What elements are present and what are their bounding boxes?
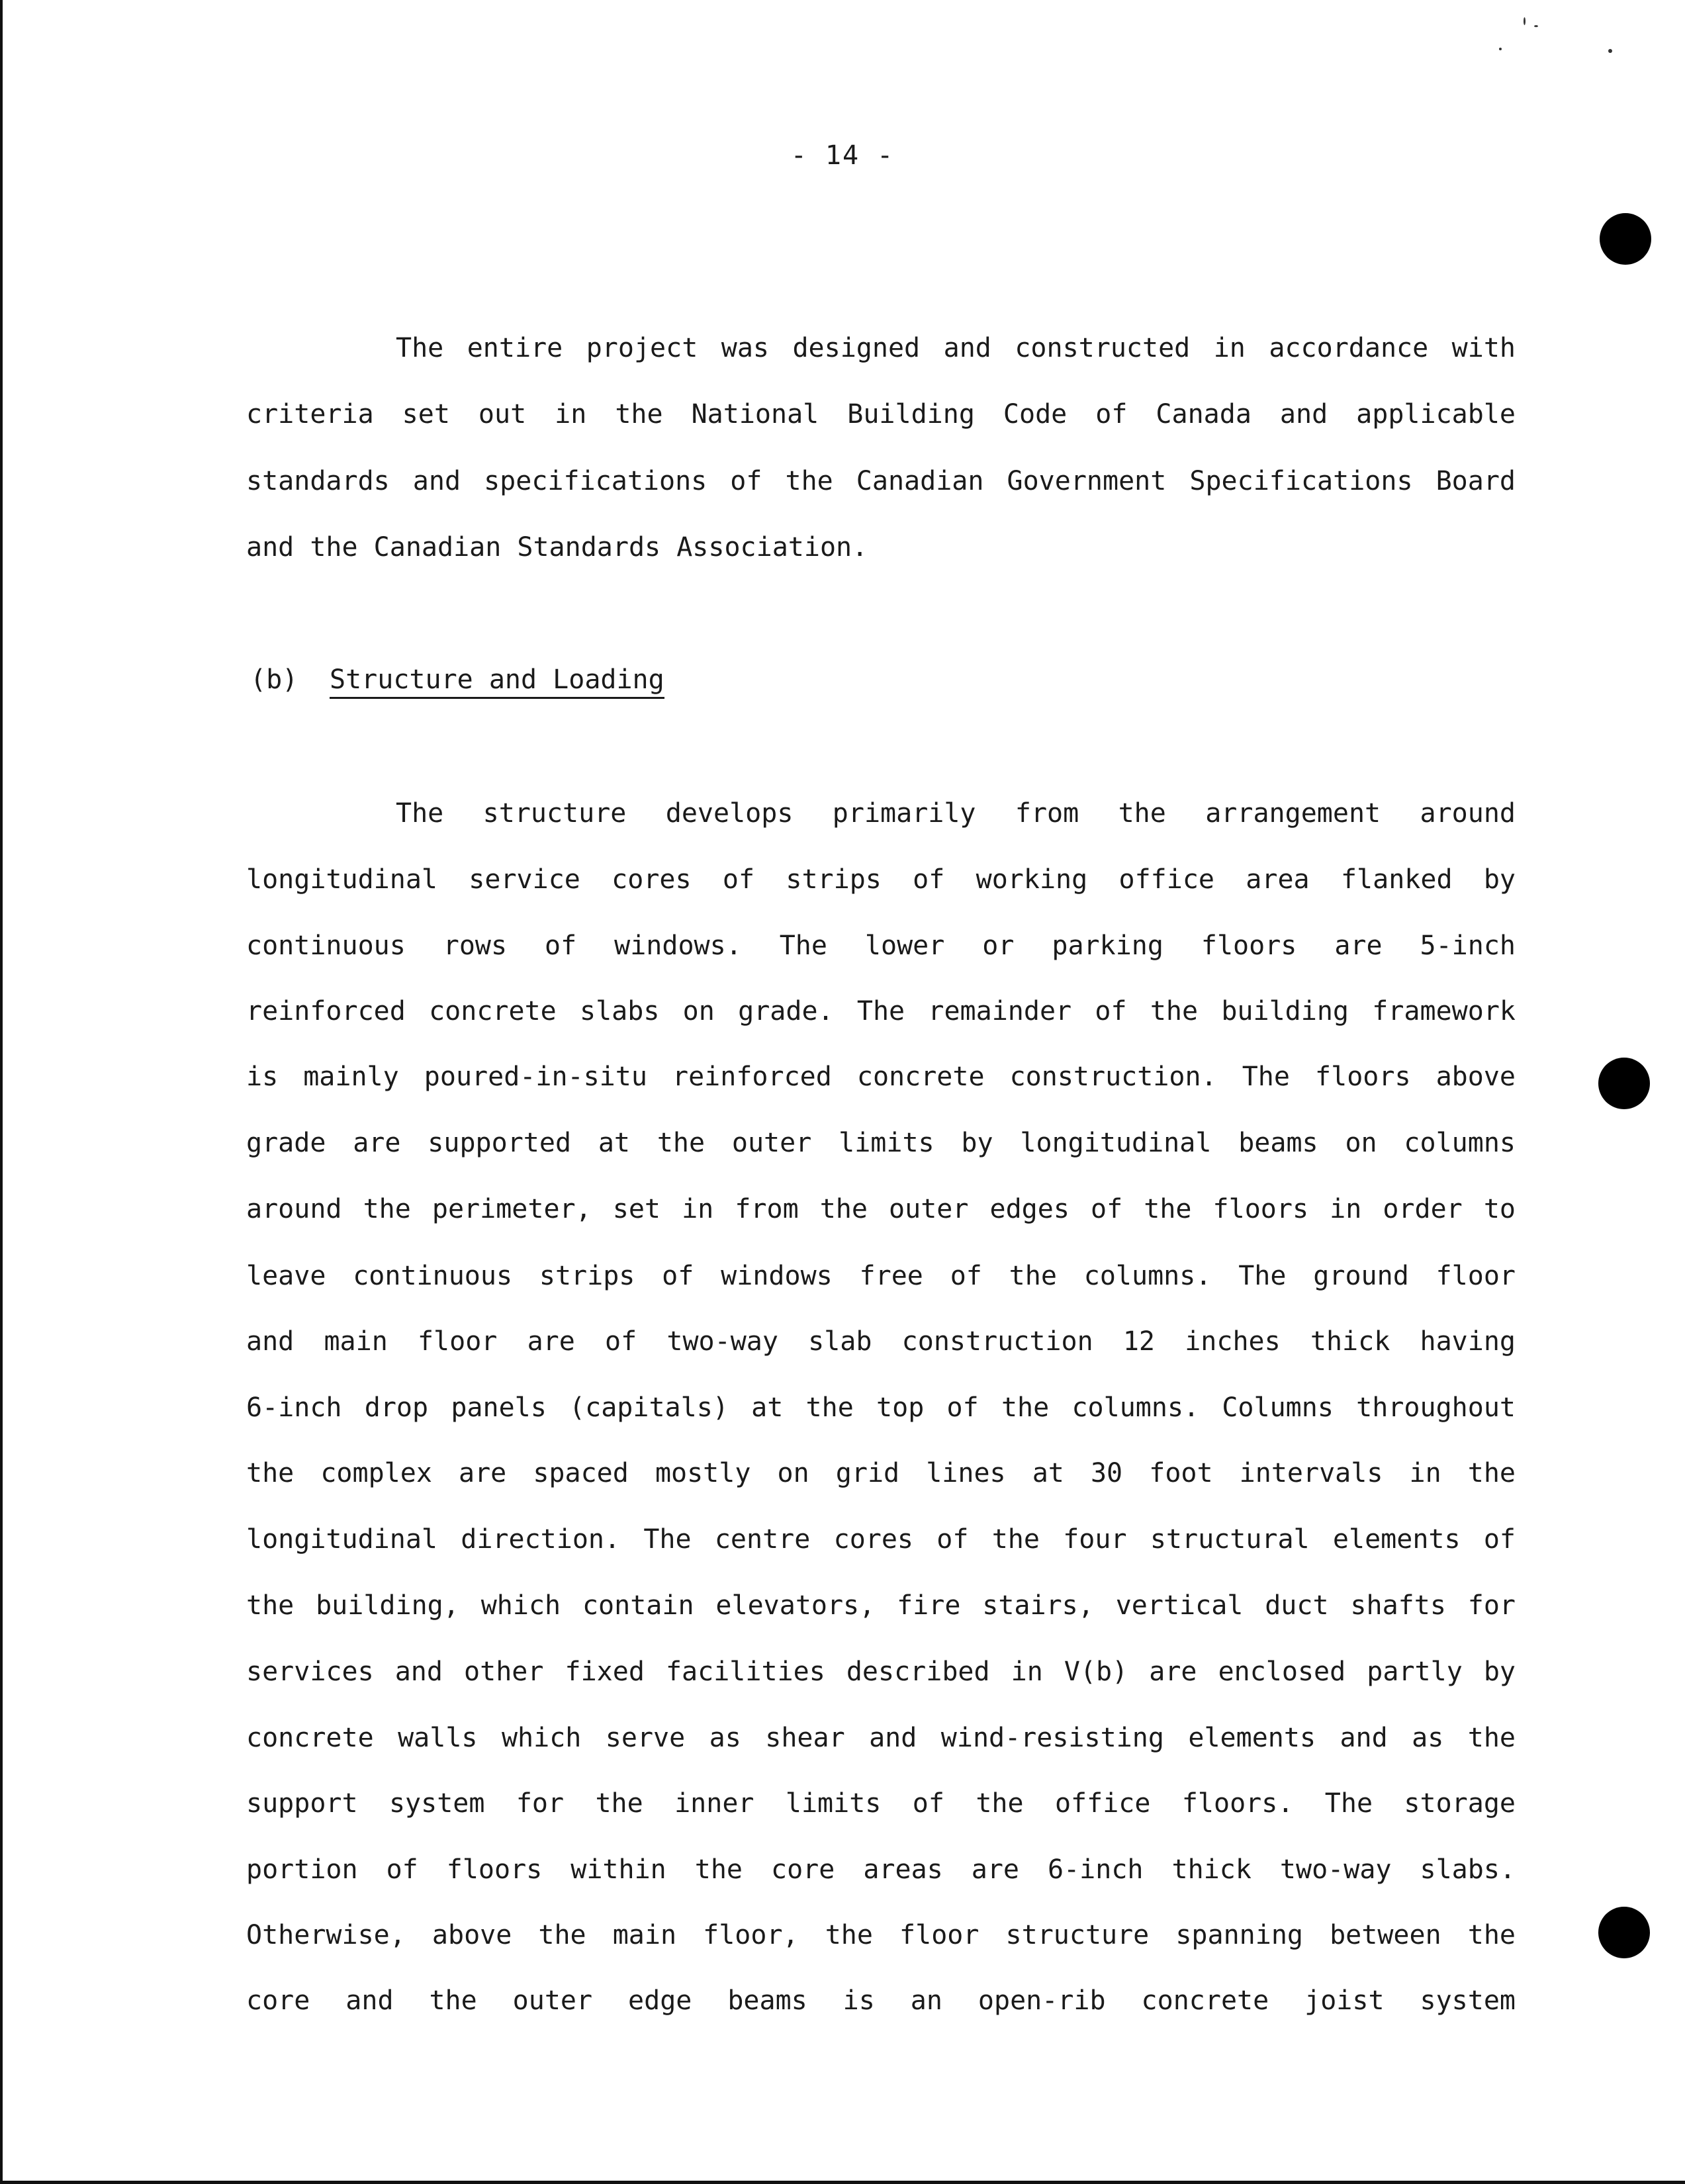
section-marker: (b) — [250, 664, 298, 695]
scan-border-bottom — [0, 2181, 1685, 2184]
punch-hole-middle — [1598, 1058, 1650, 1109]
paragraph-1-line: criteria set out in the National Building Code of Canada and applicable — [246, 399, 1516, 430]
paragraph-2-line: services and other fixed facilities described in V(b) are enclosed partly by — [246, 1657, 1516, 1687]
paragraph-2-line: portion of floors within the core areas are 6-inch thick two-way slabs. — [246, 1854, 1516, 1885]
paragraph-2-line: the building, which contain elevators, fire stairs, vertical duct shafts for — [246, 1590, 1516, 1621]
scan-speck — [1534, 25, 1538, 27]
scan-speck — [1524, 17, 1526, 25]
paragraph-1-line: and the Canadian Standards Association. — [246, 532, 868, 563]
paragraph-2-line: longitudinal direction. The centre cores of the four structural elements of — [246, 1524, 1516, 1555]
section-title: Structure and Loading — [330, 664, 664, 699]
paragraph-2-line: core and the outer edge beams is an open-rib concrete joist system — [246, 1985, 1516, 2016]
paragraph-2-line: the complex are spaced mostly on grid lines at 30 foot intervals in the — [246, 1458, 1516, 1488]
paragraph-2-line: concrete walls which serve as shear and wind-resisting elements and as the — [246, 1723, 1516, 1753]
paragraph-2-line: longitudinal service cores of strips of working office area flanked by — [246, 864, 1516, 895]
scan-speck — [1608, 49, 1612, 53]
paragraph-2-line: continuous rows of windows. The lower or parking floors are 5-inch — [246, 931, 1516, 961]
paragraph-2-line: reinforced concrete slabs on grade. The remainder of the building framework — [246, 996, 1516, 1026]
paragraph-1-line: standards and specifications of the Canadian Government Specifications Board — [246, 466, 1516, 496]
paragraph-2-line: support system for the inner limits of the office floors. The storage — [246, 1788, 1516, 1819]
page-number: - 14 - — [790, 140, 895, 171]
paragraph-2-line: 6-inch drop panels (capitals) at the top of the columns. Columns throughout — [246, 1392, 1516, 1423]
paragraph-2-line: is mainly poured-in-situ reinforced concrete construction. The floors above — [246, 1062, 1516, 1092]
paragraph-2-line: around the perimeter, set in from the outer edges of the floors in order to — [246, 1194, 1516, 1224]
paragraph-2-line: and main floor are of two-way slab construction 12 inches thick having — [246, 1326, 1516, 1357]
punch-hole-bottom — [1598, 1907, 1650, 1958]
punch-hole-top — [1600, 213, 1651, 265]
paragraph-2-line: Otherwise, above the main floor, the floor structure spanning between the — [246, 1920, 1516, 1950]
scan-speck — [1499, 48, 1502, 50]
paragraph-1-line: The entire project was designed and constructed in accordance with — [396, 333, 1516, 363]
paragraph-2-line: grade are supported at the outer limits by longitudinal beams on columns — [246, 1128, 1516, 1158]
scan-border-left — [0, 0, 3, 2184]
paragraph-2-line: The structure develops primarily from the arrangement around — [396, 798, 1516, 829]
paragraph-2-line: leave continuous strips of windows free of the columns. The ground floor — [246, 1261, 1516, 1291]
